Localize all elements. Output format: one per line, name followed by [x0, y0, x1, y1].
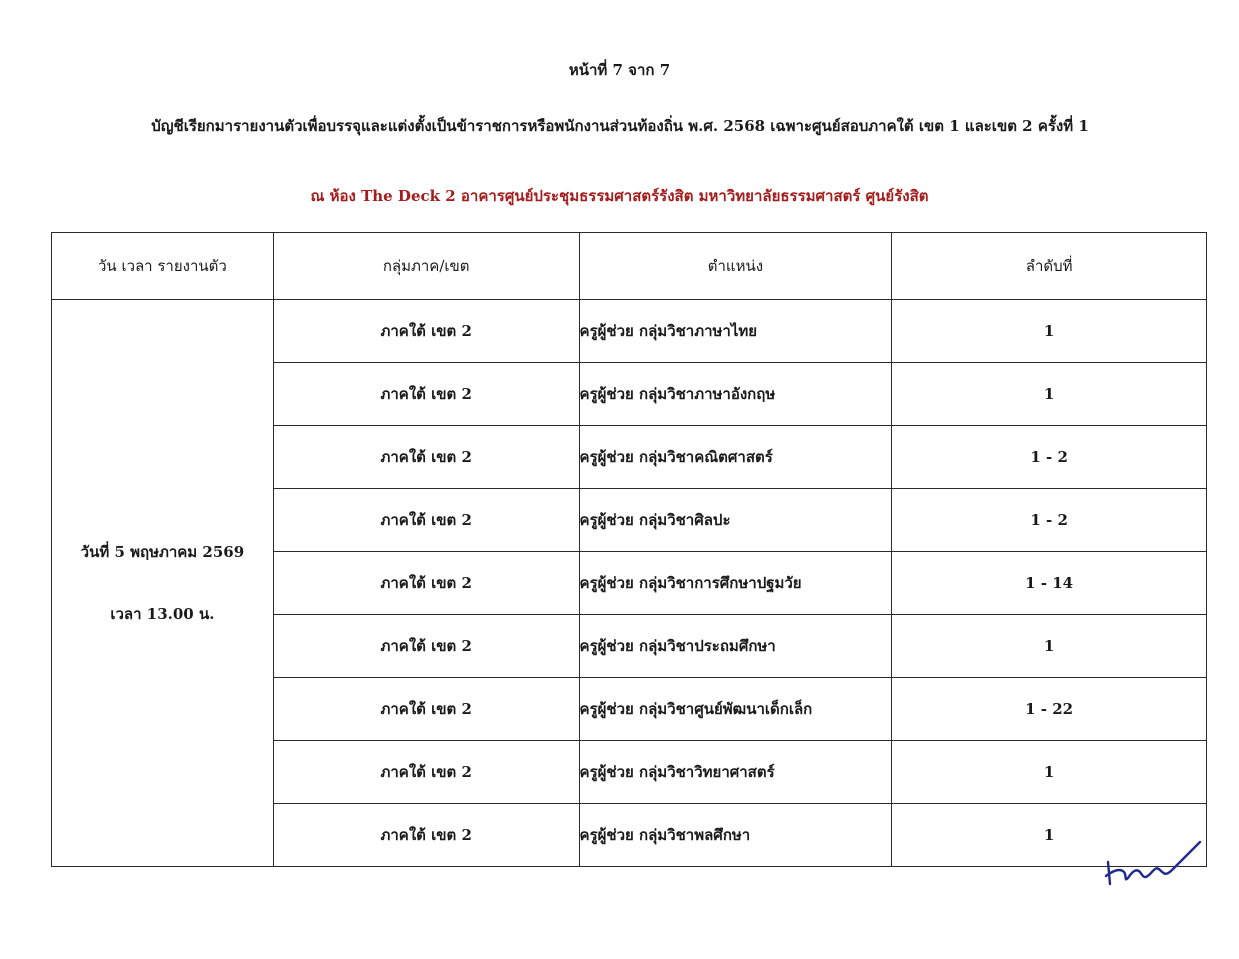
region-cell: ภาคใต้ เขต 2: [273, 300, 579, 363]
header-position: ตำแหน่ง: [579, 233, 892, 300]
position-cell: ครูผู้ช่วย กลุ่มวิชาภาษาไทย: [579, 300, 892, 363]
order-cell: 1 - 14: [892, 552, 1207, 615]
order-cell: 1: [892, 300, 1207, 363]
region-cell: ภาคใต้ เขต 2: [273, 552, 579, 615]
position-cell: ครูผู้ช่วย กลุ่มวิชาประถมศึกษา: [579, 615, 892, 678]
order-cell: 1: [892, 804, 1207, 867]
page-number: หน้าที่ 7 จาก 7: [568, 61, 671, 79]
position-cell: ครูผู้ช่วย กลุ่มวิชาพลศึกษา: [579, 804, 892, 867]
report-schedule-table: [51, 232, 1207, 867]
table-row: [52, 300, 1207, 363]
region-cell: ภาคใต้ เขต 2: [273, 615, 579, 678]
table-header-row: [52, 233, 1207, 300]
region-cell: ภาคใต้ เขต 2: [273, 426, 579, 489]
header-datetime: วัน เวลา รายงานตัว: [52, 233, 274, 300]
handwritten-signature: [1100, 832, 1210, 892]
venue-line: ณ ห้อง The Deck 2 อาคารศูนย์ประชุมธรรมศาสตร์รังสิต มหาวิทยาลัยธรรมศาสตร์ ศูนย์รังสิต: [310, 187, 929, 205]
order-cell: 1: [892, 615, 1207, 678]
order-cell: 1 - 2: [892, 489, 1207, 552]
order-cell: 1 - 2: [892, 426, 1207, 489]
position-cell: ครูผู้ช่วย กลุ่มวิชาศิลปะ: [579, 489, 892, 552]
order-cell: 1 - 22: [892, 678, 1207, 741]
signature-stroke: [1106, 842, 1200, 884]
report-date: วันที่ 5 พฤษภาคม 2569: [80, 543, 245, 561]
header-region: กลุ่มภาค/เขต: [273, 233, 579, 300]
order-cell: 1: [892, 741, 1207, 804]
position-cell: ครูผู้ช่วย กลุ่มวิชาการศึกษาปฐมวัย: [579, 552, 892, 615]
region-cell: ภาคใต้ เขต 2: [273, 363, 579, 426]
position-cell: ครูผู้ช่วย กลุ่มวิชาวิทยาศาสตร์: [579, 741, 892, 804]
position-cell: ครูผู้ช่วย กลุ่มวิชาคณิตศาสตร์: [579, 426, 892, 489]
region-cell: ภาคใต้ เขต 2: [273, 678, 579, 741]
order-cell: 1: [892, 363, 1207, 426]
report-datetime-cell: [52, 300, 274, 867]
header-order: ลำดับที่: [892, 233, 1207, 300]
document-title: บัญชีเรียกมารายงานตัวเพื่อบรรจุและแต่งตั้งเป็นข้าราชการหรือพนักงานส่วนท้องถิ่น พ.ศ. 2568 เฉพาะศูนย์สอบภาคใต้ เขต 1 และเขต 2 ครั้งที่ 1: [151, 117, 1089, 135]
position-cell: ครูผู้ช่วย กลุ่มวิชาภาษาอังกฤษ: [579, 363, 892, 426]
region-cell: ภาคใต้ เขต 2: [273, 741, 579, 804]
report-time: เวลา 13.00 น.: [110, 605, 215, 623]
region-cell: ภาคใต้ เขต 2: [273, 489, 579, 552]
position-cell: ครูผู้ช่วย กลุ่มวิชาศูนย์พัฒนาเด็กเล็ก: [579, 678, 892, 741]
region-cell: ภาคใต้ เขต 2: [273, 804, 579, 867]
